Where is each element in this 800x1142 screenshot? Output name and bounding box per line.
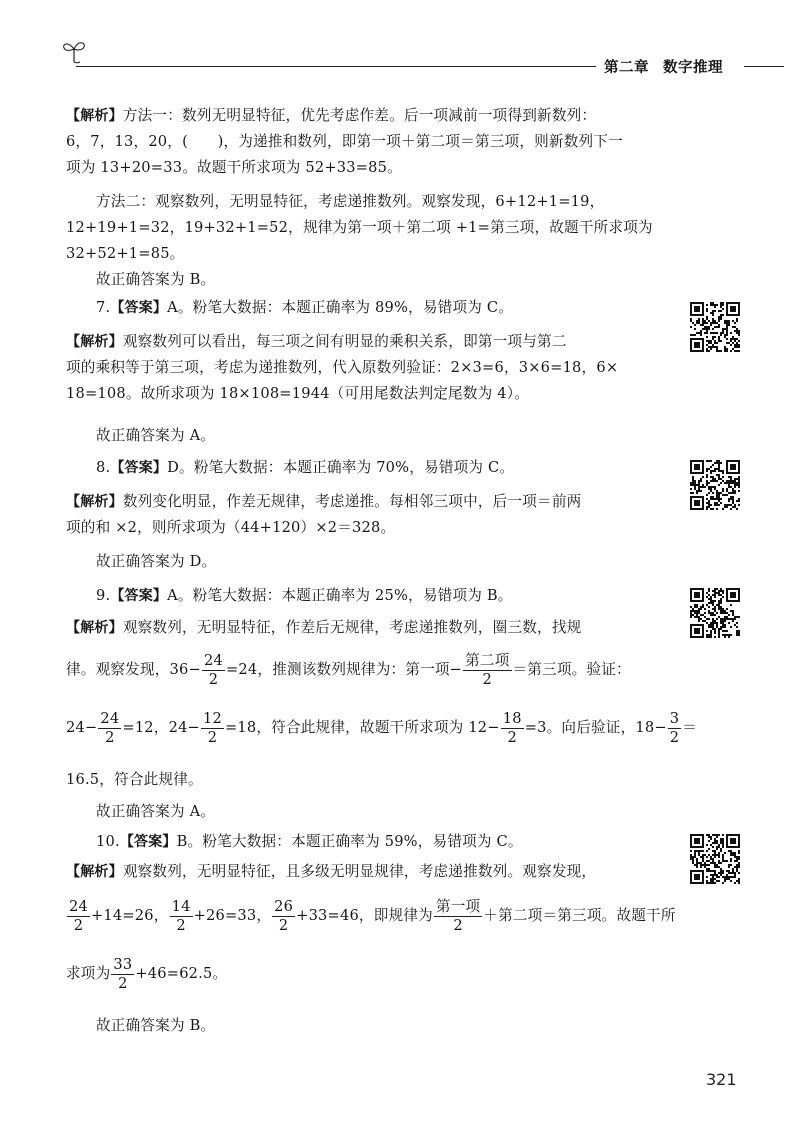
text-line: 【解析】方法一：数列无明显特征，优先考虑作差。后一项减前一项得到新数列： (66, 107, 597, 124)
answer-line-q10: 10.【答案】B。粉笔大数据：本题正确率为 59%，易错项为 C。 (96, 833, 523, 850)
fraction: $\frac{12}{2}$ (202, 709, 222, 746)
text-line: 项的和 ×2，则所求项为（44+120）×2＝328。 (66, 519, 396, 536)
header-rule-right (744, 66, 784, 67)
formula-line: 求项为 $\frac{33}{2}$ +46=62.5。 (66, 955, 228, 992)
page-number: 321 (706, 1070, 737, 1089)
chapter-label: 第二章 (604, 60, 649, 76)
text-line: 32+52+1=85。 (66, 245, 185, 262)
answer-line-q8: 8.【答案】D。粉笔大数据：本题正确率为 70%，易错项为 C。 (96, 459, 515, 476)
qr-code-icon[interactable] (690, 834, 740, 884)
fraction: $\frac{24}{2}$ (69, 897, 88, 934)
qr-code-icon[interactable] (690, 302, 740, 352)
qr-code-icon[interactable] (690, 588, 740, 638)
fraction: $\frac{33}{2}$ (113, 955, 133, 992)
text-line: 故正确答案为 D。 (96, 553, 217, 570)
text-line: 【解析】观察数列可以看出，每三项之间有明显的乘积关系，即第一项与第二 (66, 333, 567, 350)
text-line: 12+19+1=32，19+32+1=52，规律为第一项＋第二项 +1=第三项，故题干所求项为 (66, 219, 653, 236)
text-line: 方法二：观察数列，无明显特征，考虑递推数列。观察发现，6+12+1=19， (96, 193, 605, 210)
formula-line: 律。观察发现，36− $\frac{24}{2}$ =24，推测该数列规律为：第一项− 第二项 2 ＝第三项。验证： (66, 651, 631, 688)
text-line: 【解析】观察数列，无明显特征，且多级无明显规律，考虑递推数列。观察发现， (66, 863, 597, 880)
text-line: 故正确答案为 A。 (96, 427, 216, 444)
header-rule (76, 66, 596, 67)
formula-line: $\frac{24}{2}$ +14=26， $\frac{14}{2}$ +26=33， $\frac{26}{2}$ +33=46，即规律为 第一项 2 ＋第二项＝第三项。故题干所 (69, 897, 676, 934)
fraction: $\frac{3}{2}$ (669, 709, 680, 746)
qr-code-icon[interactable] (690, 460, 740, 510)
text-line: 16.5，符合此规律。 (66, 771, 203, 788)
fraction: $\frac{18}{2}$ (502, 709, 522, 746)
fraction: $\frac{24}{2}$ (203, 651, 223, 688)
fraction: $\frac{24}{2}$ (100, 709, 120, 746)
text-line: 【解析】数列变化明显，作差无规律，考虑递推。每相邻三项中，后一项＝前两 (66, 493, 582, 510)
fraction: $\frac{14}{2}$ (171, 897, 191, 934)
answer-line-q9: 9.【答案】A。粉笔大数据：本题正确率为 25%，易错项为 B。 (96, 587, 513, 604)
section-label: 数字推理 (663, 60, 723, 76)
text-line: 故正确答案为 A。 (96, 803, 216, 820)
leaf-icon (60, 38, 88, 64)
formula-line: 24− $\frac{24}{2}$ =12，24− $\frac{12}{2}$ =18，符合此规律，故题干所求项为 12− $\frac{18}{2}$ =3。向后验证，18− $\frac{3}{2}$ ＝ (66, 709, 698, 746)
fraction: 第一项 2 (435, 897, 481, 934)
text-line: 【解析】观察数列，无明显特征，作差后无规律，考虑递推数列，圈三数，找规 (66, 619, 582, 636)
text-line: 故正确答案为 B。 (96, 271, 216, 288)
text-line: 6，7，13，20，( )，为递推和数列，即第一项＋第二项＝第三项，则新数列下一 (66, 133, 623, 150)
text-line: 项的乘积等于第三项，考虑为递推数列，代入原数列验证：2×3=6，3×6=18，6× (66, 359, 619, 376)
fraction: $\frac{26}{2}$ (274, 897, 294, 934)
fraction: 第二项 2 (465, 651, 510, 688)
text-line: 故正确答案为 B。 (96, 1017, 216, 1034)
text-line: 项为 13+20=33。故题干所求项为 52+33=85。 (66, 159, 402, 176)
running-header (604, 56, 723, 77)
text-line: 18=108。故所求项为 18×108=1944（可用尾数法判定尾数为 4）。 (66, 385, 530, 402)
answer-line-q7: 7.【答案】A。粉笔大数据：本题正确率为 89%，易错项为 C。 (96, 299, 514, 316)
